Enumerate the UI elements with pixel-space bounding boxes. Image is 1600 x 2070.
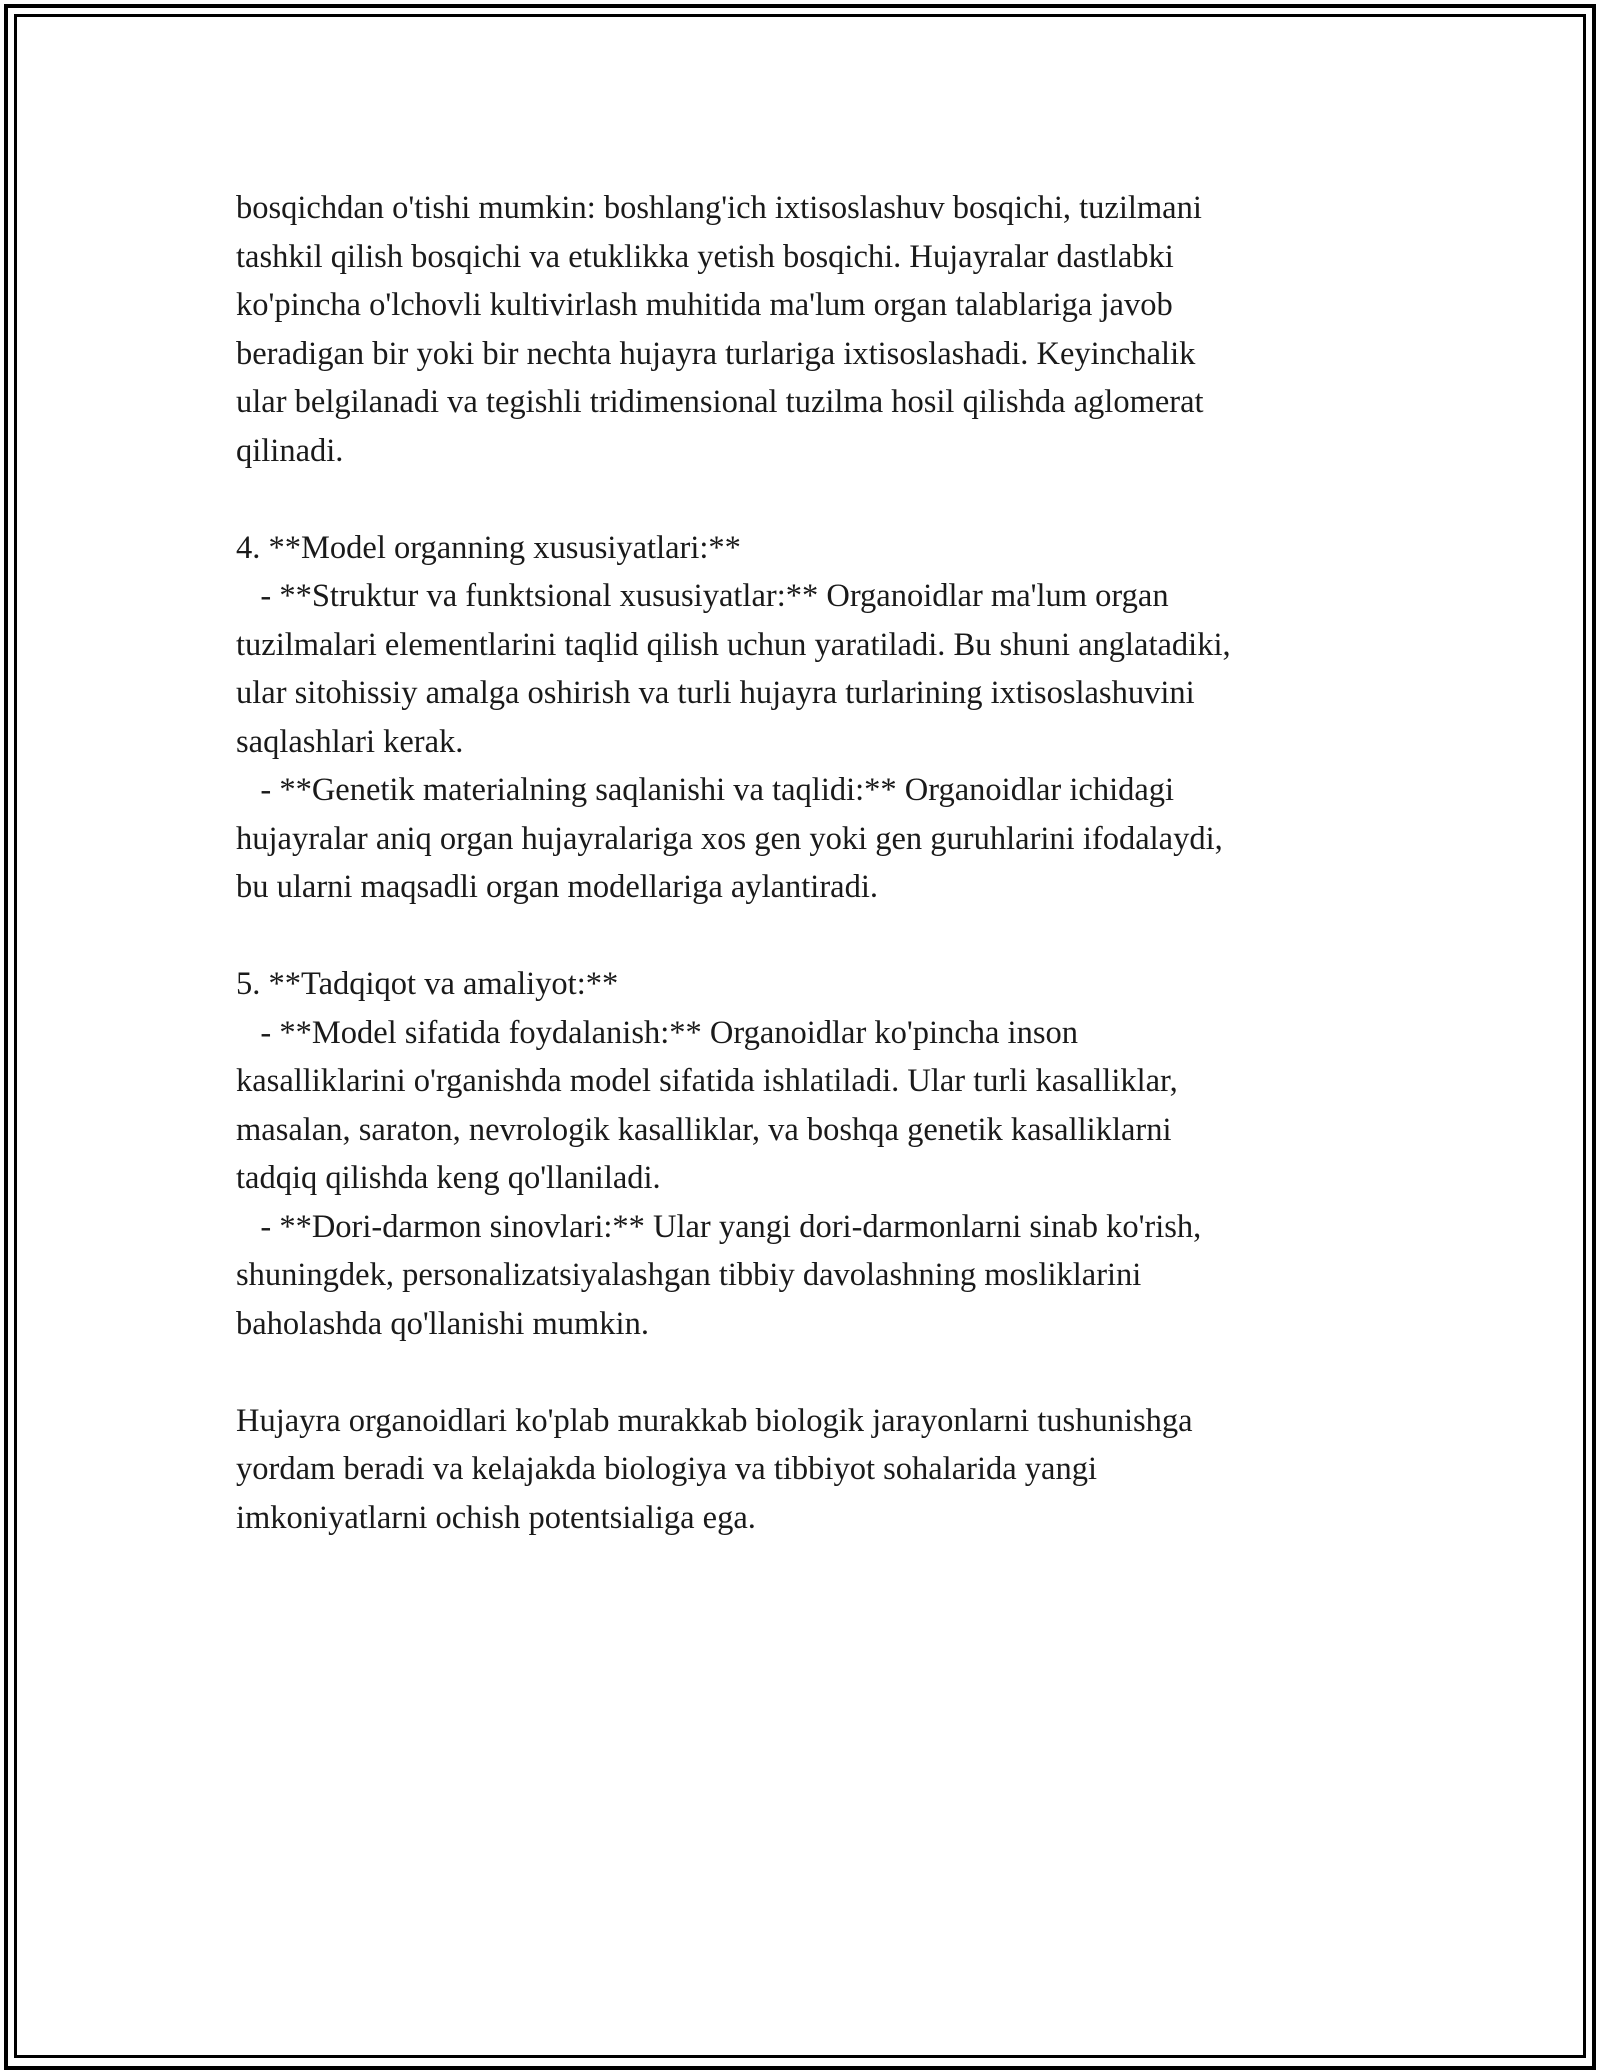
- section-5-research-practice: [236, 960, 1396, 1348]
- text-line: masalan, saraton, nevrologik kasalliklar, va boshqa genetik kasalliklarni: [236, 1111, 1172, 1148]
- text-line: tashkil qilish bosqichi va etuklikka yetish bosqichi. Hujayralar dastlabki: [236, 238, 1174, 275]
- text-line: ular sitohissiy amalga oshirish va turli hujayra turlarining ixtisoslashuvini: [236, 675, 1195, 711]
- text-line: tadqiq qilishda keng qo'llaniladi.: [236, 1160, 661, 1196]
- paragraph-gap: [236, 475, 1396, 524]
- text-line: bosqichdan o'tishi mumkin: boshlang'ich ixtisoslashuv bosqichi, tuzilmani: [236, 190, 1202, 226]
- document-body: [236, 184, 1396, 1542]
- text-line: ular belgilanadi va tegishli tridimensional tuzilma hosil qilishda aglomerat: [236, 384, 1204, 420]
- paragraph-stage-process: [236, 184, 1396, 475]
- text-line: ko'pincha o'lchovli kultivirlash muhitida ma'lum organ talablariga javob: [236, 287, 1173, 323]
- text-line: shuningdek, personalizatsiyalashgan tibbiy davolashning mosliklarini: [236, 1257, 1142, 1293]
- text-line: qilinadi.: [236, 432, 344, 469]
- text-line: Hujayra organoidlari ko'plab murakkab biologik jarayonlarni tushunishga: [236, 1402, 1193, 1439]
- section-heading: 5. **Tadqiqot va amaliyot:**: [236, 966, 619, 1002]
- text-line: imkoniyatlarni ochish potentsialiga ega.: [236, 1499, 756, 1536]
- text-line: tuzilmalari elementlarini taqlid qilish uchun yaratiladi. Bu shuni anglatadiki,: [236, 626, 1231, 663]
- text-line: beradigan bir yoki bir nechta hujayra turlariga ixtisoslashadi. Keyinchalik: [236, 335, 1196, 372]
- text-line: - **Struktur va funktsional xususiyatlar:** Organoidlar ma'lum organ: [236, 578, 1169, 614]
- paragraph-gap: [236, 1348, 1396, 1397]
- text-line: saqlashlari kerak.: [236, 723, 464, 760]
- text-line: bu ularni maqsadli organ modellariga aylantiradi.: [236, 869, 878, 905]
- section-4-model-properties: [236, 524, 1396, 912]
- paragraph-conclusion: [236, 1397, 1396, 1543]
- text-line: kasalliklarini o'rganishda model sifatida ishlatiladi. Ular turli kasalliklar,: [236, 1063, 1178, 1099]
- text-line: - **Genetik materialning saqlanishi va taqlidi:** Organoidlar ichidagi: [236, 772, 1175, 808]
- paragraph-gap: [236, 912, 1396, 961]
- text-line: - **Model sifatida foydalanish:** Organoidlar ko'pincha inson: [236, 1014, 1078, 1051]
- text-line: hujayralar aniq organ hujayralariga xos gen yoki gen guruhlarini ifodalaydi,: [236, 820, 1223, 857]
- section-heading: 4. **Model organning xususiyatlari:**: [236, 529, 741, 566]
- text-line: yordam beradi va kelajakda biologiya va tibbiyot sohalarida yangi: [236, 1451, 1097, 1487]
- text-line: baholashda qo'llanishi mumkin.: [236, 1305, 649, 1342]
- text-line: - **Dori-darmon sinovlari:** Ular yangi dori-darmonlarni sinab ko'rish,: [236, 1208, 1202, 1245]
